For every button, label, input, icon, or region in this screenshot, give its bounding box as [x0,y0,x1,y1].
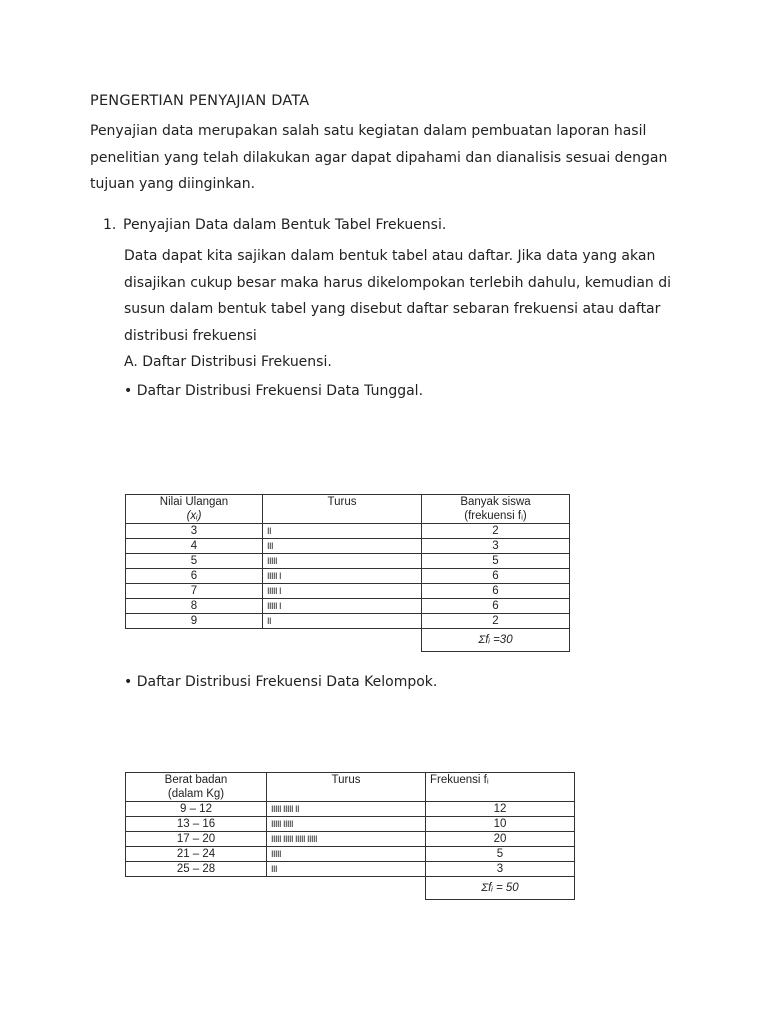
value-cell: 4 [126,539,263,554]
tally-cell: III [267,862,426,877]
value-cell: 13 – 16 [126,817,267,832]
value-cell: 6 [126,569,263,584]
frequency-table-single [125,494,570,652]
frequency-cell: 6 [422,584,570,599]
sum-cell: Σfᵢ = 50 [426,877,575,900]
table-row [126,802,575,817]
frequency-cell: 3 [422,539,570,554]
table-row [126,847,575,862]
frequency-cell: 2 [422,614,570,629]
frequency-table-group [125,772,575,900]
frequency-cell: 12 [426,802,575,817]
frequency-cell: 6 [422,599,570,614]
table-row [126,817,575,832]
frequency-cell: 2 [422,524,570,539]
column-header-frequency: Banyak siswa (frekuensi fᵢ) [422,495,570,524]
table-row [126,832,575,847]
list-item-1-title [103,217,446,233]
column-header-value: Nilai Ulangan (xᵢ) [126,495,263,524]
sum-row [126,877,575,900]
value-cell: 8 [126,599,263,614]
table-row [126,862,575,877]
value-cell: 5 [126,554,263,569]
empty-cell [126,877,267,900]
page-title: PENGERTIAN PENYAJIAN DATA [90,93,310,109]
column-header-weight: Berat badan (dalam Kg) [126,773,267,802]
value-cell: 21 – 24 [126,847,267,862]
column-header-tally: Turus [263,495,422,524]
tally-cell: IIIII I [263,569,422,584]
intro-paragraph: Penyajian data merupakan salah satu kegiatan dalam pembuatan laporan hasil penelitian yang telah dilakukan agar dapat dipahami dan dianalisis sesuai dengan tujuan yang diinginkan. [90,123,668,192]
value-cell: 9 – 12 [126,802,267,817]
bullet-single-data: • Daftar Distribusi Frekuensi Data Tunggal. [124,383,424,399]
frequency-cell: 5 [426,847,575,862]
list-item-1-body [124,243,684,376]
tally-cell: IIIII I [263,584,422,599]
table-row [126,569,570,584]
tally-cell: IIIII [267,847,426,862]
sum-row [126,629,570,652]
tally-cell: IIIII IIIII II [267,802,426,817]
table-row [126,599,570,614]
tally-cell: II [263,614,422,629]
frequency-cell: 10 [426,817,575,832]
list-item-paragraph: Data dapat kita sajikan dalam bentuk tabel atau daftar. Jika data yang akan disajikan cukup besar maka harus dikelompokan terlebih dahulu, kemudian di susun dalam bentuk tabel yang disebut daftar sebaran frekuensi atau daftar distribusi frekuensi [124,248,671,344]
tally-cell: III [263,539,422,554]
frequency-cell: 20 [426,832,575,847]
value-cell: 25 – 28 [126,862,267,877]
tally-cell: IIIII IIIII IIIII IIIII [267,832,426,847]
tally-cell: II [263,524,422,539]
value-cell: 17 – 20 [126,832,267,847]
list-number: 1. [103,217,117,233]
table-row [126,524,570,539]
sum-cell: Σfᵢ =30 [422,629,570,652]
sub-heading-a: A. Daftar Distribusi Frekuensi. [124,354,332,370]
tally-cell: IIIII [263,554,422,569]
table-row [126,584,570,599]
list-item-title: Penyajian Data dalam Bentuk Tabel Frekuensi. [123,217,447,233]
value-cell: 9 [126,614,263,629]
tally-cell: IIIII I [263,599,422,614]
column-header-frequency: Frekuensi fᵢ [426,773,575,802]
tally-cell: IIIII IIIII [267,817,426,832]
empty-cell [267,877,426,900]
table-row [126,554,570,569]
frequency-cell: 3 [426,862,575,877]
table-row [126,539,570,554]
value-cell: 7 [126,584,263,599]
empty-cell [126,629,263,652]
bullet-group-data: • Daftar Distribusi Frekuensi Data Kelompok. [124,674,438,690]
frequency-cell: 6 [422,569,570,584]
value-cell: 3 [126,524,263,539]
frequency-cell: 5 [422,554,570,569]
table-row [126,614,570,629]
column-header-tally: Turus [267,773,426,802]
empty-cell [263,629,422,652]
